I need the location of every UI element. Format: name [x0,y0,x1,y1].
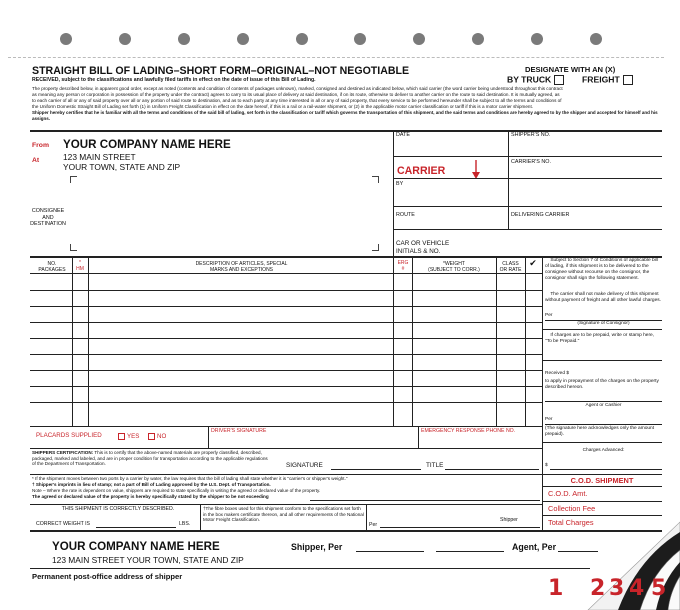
binder-hole [237,33,249,45]
binder-hole [60,33,72,45]
col-description: DESCRIPTION OF ARTICLES, SPECIAL MARKS AND EXCEPTIONS [195,261,288,273]
page-number: 3 [609,576,625,601]
lbs-label: LBS. [179,521,191,527]
binder-hole [531,33,543,45]
divider [30,568,590,569]
table-row-line [30,386,542,387]
per-label: Per [545,313,553,318]
designate-label: DESIGNATE WITH AN (X) [525,65,616,74]
table-row-line [30,322,542,323]
shippers-certification: SHIPPERS CERTIFICATION: This is to certify that the above-named materials are properly classified, described, packaged, marked and labeled, and are in proper condition for transportation according to the applicable regulations of the Department of Transportation. [32,450,268,467]
correctly-described-label: THIS SHIPMENT IS CORRECTLY DESCRIBED. [61,506,175,512]
divider [393,229,662,230]
signature-line [380,527,540,528]
divider [30,448,542,449]
table-row-line [30,306,542,307]
agent-cashier-label: Agent or Cashier [585,403,622,408]
agent-per-label: Agent, Per [512,542,556,552]
signature-line [445,469,539,470]
table-row-line [30,338,542,339]
placards-no[interactable]: NO [144,433,166,440]
note-imprints: † Shipper's imprints in lieu of stamp; not a part of Bill of Lading approved by the U.S. Dept. of Transportation. [32,482,271,487]
shipper-street: 123 MAIN STREET [63,152,136,162]
divider [208,426,209,448]
divider [508,131,509,229]
divider [30,504,542,505]
sig-consignor-label: (Signature of Consignor) [577,321,630,326]
col-hm: * HM [76,260,84,272]
total-charges-label: Total Charges [548,518,594,527]
divider [30,273,542,274]
perforation-line [8,57,664,58]
title-label: TITLE [426,462,444,469]
corner-mark [372,244,379,251]
at-label: At [32,157,40,164]
table-row-line [30,402,542,403]
received-label: Received $ [545,371,569,376]
no-delivery-text: The carrier shall not make delivery of this shipment without payment of freight and all other lawful charges. [545,292,661,303]
per2-label: Per [545,417,553,422]
legal-line: The property described below, in apparent good order, except as noted (contents and condition of contents of packages unknown), marked, consigned and destined as indicated below, which said carrier (the word carrier being understood throughout this contract [32,86,563,91]
col-packages: NO. PACKAGES [38,261,66,273]
binder-hole [590,33,602,45]
corner-mark [372,176,379,183]
signature-line [545,401,662,402]
divider [542,501,662,502]
shipper-label: Shipper [500,517,518,523]
binder-hole [354,33,366,45]
binder-hole [472,33,484,45]
divider [72,257,73,426]
carrier-label: CARRIER [397,165,446,177]
legal-line: as meaning any person or corporation in possession of the property under the contract) agrees to carry to its usual place of delivery at said destination, if on its route, otherwise to deliver to another carrier on the route to said destination. It is mutually agreed, as [32,92,560,97]
divider [542,257,543,491]
date-label: DATE [396,132,410,138]
divider [525,257,526,426]
divider [88,257,89,426]
by-truck-checkbox[interactable] [554,75,564,85]
binder-hole [178,33,190,45]
signature-line [331,469,421,470]
from-label: From [32,142,49,149]
consignee-label: CONSIGNEE AND DESTINATION [30,208,66,227]
by-truck-option[interactable]: BY TRUCK [507,75,564,85]
binder-hole [119,33,131,45]
fibre-box-text: †The fibre boxes used for this shipment conform to the specifications set forth in the box makers certificate thereon, and all other requirements of the National Motor Freight Classification. [203,506,364,523]
binder-hole [296,33,308,45]
delivering-carrier-label: DELIVERING CARRIER [511,212,570,218]
note-value: Note – Where the rate is dependent on value, shippers are required to state specifically in writing the agreed or declared value of the property. [32,488,321,493]
drivers-signature-label: DRIVER'S SIGNATURE [211,428,267,434]
page-number: 1 [548,576,564,601]
signature-line [356,551,424,552]
cod-amt-label: C.O.D. Amt. [548,489,588,498]
form-title: STRAIGHT BILL OF LADING–SHORT FORM–ORIGINAL–NOT NEGOTIABLE [32,65,410,77]
col-class: CLASS OR RATE [499,261,522,273]
table-row-line [30,370,542,371]
divider [496,257,497,426]
vehicle-label: CAR OR VEHICLE INITIALS & NO. [396,240,450,255]
col-erg: ERG # [397,260,409,272]
apply-prepayment-text: to apply in prepayment of the charges on the property described hereon. [545,379,659,390]
signature-line [96,527,176,528]
divider [393,206,662,207]
placards-yes[interactable]: YES [114,433,139,440]
table-row-line [30,426,542,427]
divider [200,504,201,530]
divider [542,442,662,443]
divider [393,178,662,179]
arrow-down-icon [471,160,481,180]
freight-checkbox[interactable] [623,75,633,85]
col-weight: *WEIGHT (SUBJECT TO CORR.) [428,261,480,273]
table-row-line [30,354,542,355]
route-label: ROUTE [396,212,415,218]
freight-option[interactable]: FREIGHT [582,75,633,85]
dollar-label: $ [545,463,548,468]
permanent-address-label: Permanent post-office address of shipper [32,572,183,581]
emergency-phone-label: EMERGENCY RESPONSE PHONE NO. [421,428,516,434]
page-number: 5 [651,576,667,601]
correct-weight-label: CORRECT WEIGHT IS [36,521,90,527]
binder-hole [413,33,425,45]
legal-line: to each carrier of all or any of said property over all or any portion of said route to destination, and as to each party at any time interested in all or any of said property, that every service to be performed hereunder shall be subject to all the terms and conditions of [32,98,562,103]
prepaid-text: If charges are to be prepaid, write or stamp here, "To be Prepaid." [545,333,655,344]
legal-bold: Shipper hereby certifies that he is familiar with all the terms and conditions of the said bill of lading, set forth in the classification or tariff which governs the transportation of this shipment, and the said terms and conditions are hereby agreed to by the shipper and accepted for himself and his assigns. [32,110,658,121]
divider [393,257,394,426]
note-declared: The agreed or declared value of the property is hereby specifically stated by the shipper to be not exceeding [32,494,269,499]
shippers-no-label: SHIPPER'S NO. [511,132,551,138]
divider [393,131,394,256]
carriers-no-label: CARRIER'S NO. [511,159,551,165]
divider [412,257,413,426]
page-number: 4 [629,576,645,601]
collection-fee-label: Collection Fee [548,504,596,513]
shipper-city: YOUR TOWN, STATE AND ZIP [63,162,181,172]
divider [366,504,367,530]
cod-title: C.O.D. SHIPMENT [570,476,634,485]
corner-mark [70,176,77,183]
bottom-address: 123 MAIN STREET YOUR TOWN, STATE AND ZIP [52,555,244,565]
note-carrier-weight: * If the shipment moves between two ports by a carrier by water, the law requires that the bill of lading shall state whether it is "carrier's or shipper's weight." [32,476,348,481]
col-check: ✔ [529,258,537,268]
divider [393,156,662,157]
legal-line: the Uniform Domestic Straight Bill of Lading set forth (1) in Uniform Freight Classification in effect on the date hereof, if this is a rail or a rail-water shipment, or (2) in the applicable motor carrier classification or tariff if this is a motor carrier shipment. [32,104,534,109]
by-label: BY [396,181,404,187]
signature-line [545,424,662,425]
divider [30,130,662,132]
corner-mark [70,244,77,251]
divider [542,360,662,361]
received-statement: RECEIVED, subject to the classifications and lawfully filed tariffs in effect on the date of issue of this Bill of Lading. [32,77,316,83]
divider [542,329,662,330]
bottom-company-name: YOUR COMPANY NAME HERE [52,540,220,553]
section7-text: Subject to Section 7 of Conditions of applicable bill of lading, if this shipment is to be delivered to the consignee without recourse on the consignor, the consignor shall sign the following statement. [545,258,658,281]
signature-line [310,500,540,501]
yes-checkbox[interactable] [118,433,125,440]
placards-label: PLACARDS SUPPLIED [36,432,102,439]
per-label-bottom: Per [369,522,378,528]
signature-line [550,469,662,470]
shipper-per-label: Shipper, Per [291,542,343,552]
signature-label: SIGNATURE [286,462,323,469]
signature-line [436,551,504,552]
no-checkbox[interactable] [148,433,155,440]
charges-advanced-label: Charges Advanced: [582,448,625,453]
page-number: 2 [590,576,606,601]
table-row-line [30,290,542,291]
divider [542,486,662,487]
divider [418,426,419,448]
ack-text: (The signature here acknowledges only the amount prepaid). [545,426,655,437]
shipper-company-name: YOUR COMPANY NAME HERE [63,138,231,151]
